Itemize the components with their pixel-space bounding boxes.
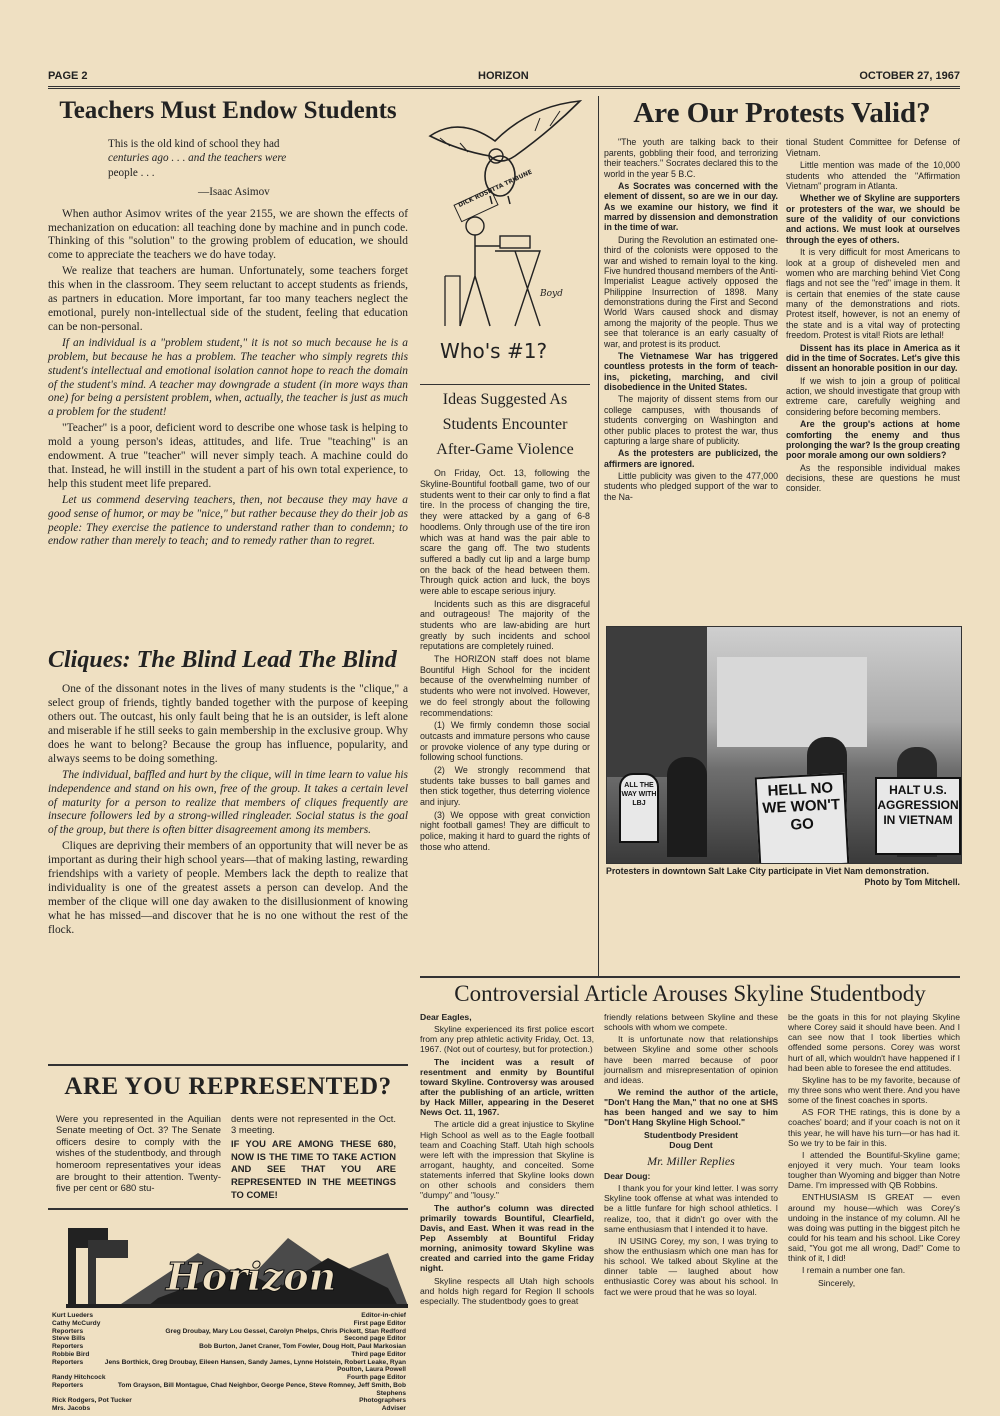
- represented-title: ARE YOU REPRESENTED?: [64, 1073, 392, 1100]
- cartoon-caption: Who's #1?: [440, 339, 548, 363]
- quote-attribution: —Isaac Asimov: [198, 185, 270, 198]
- cliques-paragraph-3: Cliques are depriving their members of an opportunity that will never be as important as during their high school years—that of making lasting, rewarding friendships with a variety of people. Members lack the depth to realize that individuality is one of the greatest assets a person can develop. And the member of the clique will one day awaken to the disillusionment of knowing what he has missed—and discover that he is no one without the rest of the flock.: [48, 840, 408, 936]
- sign-lbj: ALL THE WAY WITH LBJ: [619, 773, 659, 843]
- staff-role: Adviser: [381, 1405, 406, 1413]
- quote-line-2: centuries ago . . . and the teachers were: [108, 152, 287, 165]
- ideas-headline: [420, 388, 590, 462]
- ideas-title-2: Students Encounter: [442, 415, 568, 433]
- represented-call-to-action: IF YOU ARE AMONG THESE 680, NOW IS THE TIME TO TAKE ACTION AND SEE THAT YOU ARE REPRESENTED IN THE MEETINGS TO COME!: [231, 1137, 396, 1200]
- teachers-paragraph-1: When author Asimov writes of the year 2155, we are shown the effects of mechanization on education: all teaching done by machine and in punch code. Thinking of this "solution" to the growing problem of education, we should come to appreciate the teachers we do have today.: [48, 207, 408, 262]
- ideas-title-1: Ideas Suggested As: [442, 391, 568, 408]
- photo-credit: Photo by Tom Mitchell.: [864, 876, 960, 887]
- represented-right-text: dents were not represented in the Oct. 3 meeting.: [231, 1112, 396, 1136]
- controversy-title: Controversial Article Arouses Skyline Studentbody: [454, 981, 926, 1006]
- staff-name: Reporters: [52, 1343, 84, 1351]
- divider: [48, 1064, 408, 1066]
- photo-caption-text: Protesters in downtown Salt Lake City participate in Viet Nam demonstration.: [606, 866, 929, 876]
- protests-c2-p3: Whether we of Skyline are supporters or protesters of the war, we should be sure of the validity of our convictions and actions. We must look at ourselves through the eyes of others.: [786, 193, 960, 245]
- protests-c1-p6: As the protesters are publicized, the affirmers are ignored.: [604, 448, 778, 469]
- staff-role: Third page Editor: [351, 1350, 406, 1358]
- protests-c2-p4: It is very difficult for most Americans to look at a group of disheveled men and women who are marching behind Viet Cong flags and not see the "red" image in them. It is certain that enemies of the state cause many of the demonstrations and riots. Protest itself, however, is not an enemy of the state and is a vital way of protecting freedom. Protest is vital! Riots are lethal!: [786, 247, 960, 341]
- miller-replies-heading: Mr. Miller Replies: [647, 1153, 735, 1168]
- protests-c1-p4: The Vietnamese War has triggered countless protests in the form of teach-ins, picketing, marching, and civil disobedience in the United States.: [604, 350, 778, 392]
- reply-salutation: Dear Doug:: [604, 1171, 651, 1182]
- asimov-quote: [48, 137, 408, 200]
- staff-role: Tom Grayson, Bill Montague, Chad Neighbor, George Pence, Steve Romney, Jeff Smith, Bob Stephens: [117, 1381, 406, 1397]
- protests-c2-p1: tional Student Committee for Defense of Vietnam.: [786, 137, 960, 158]
- signature-title: Studentbody President: [643, 1129, 739, 1140]
- ideas-article: [420, 388, 590, 854]
- represented-box: [48, 1070, 408, 1201]
- controversy-c1-p4: The author's column was directed primarily towards Bountiful, Clearfield, Davis, and East. When it was read in the Pep Assembly at Bountiful Friday morning, animosity toward Skyline was created and carried into the game Friday night.: [420, 1202, 594, 1274]
- divider: [420, 976, 960, 978]
- controversy-column-3: [788, 1012, 960, 1308]
- controversy-article: [420, 980, 960, 1308]
- page-number: PAGE 2: [48, 70, 88, 82]
- column-rule: [598, 96, 599, 976]
- staff-name: Randy Hitchcock: [52, 1374, 106, 1382]
- protests-article: [604, 96, 960, 504]
- protests-c1-p7: Little publicity was given to the 477,000 students who pledged support of the war to the Na-: [604, 471, 778, 502]
- protests-c2-p8: As the responsible individual makes decisions, these are questions he must consider.: [786, 462, 960, 494]
- staff-name: Kurt Lueders: [52, 1312, 94, 1319]
- represented-left: [56, 1113, 221, 1202]
- staff-row: [52, 1328, 406, 1336]
- ideas-title-3: After-Game Violence: [436, 440, 574, 458]
- staff-role: Fourth page Editor: [347, 1374, 406, 1382]
- divider: [420, 384, 590, 385]
- staff-name: Steve Bills: [52, 1335, 86, 1343]
- horizon-logo: [48, 1218, 408, 1310]
- controversy-column-2: [604, 1012, 778, 1308]
- masthead-logo: [48, 1218, 408, 1310]
- cliques-paragraph-2: The individual, baffled and hurt by the clique, will in time learn to value his independence and stand on his own, free of the group. It takes a certain level of maturity for a person to realize that members of cliques frequently are insecure followers led by a strong-willed ringleader. Social status is the goal of the group, but there is often bitter disagreement among its members.: [48, 768, 408, 837]
- controversy-c3-p5: ENTHUSIASM IS GREAT — even around my house—which was Corey's undoing in the instance of my column. All he was doing was putting in the biggest pitch he could for his team and his school. Like Corey said, "You got me all wrong, Dad!" Come to think of it, I did!: [788, 1192, 960, 1264]
- signature-name: Doug Dent: [669, 1139, 713, 1150]
- protests-title: Are Our Protests Valid?: [633, 97, 931, 129]
- ideas-paragraph-2: Incidents such as this are disgraceful and outrageous! The majority of the students who are law-abiding are hurt greatly by such incidents and school reputations are completely ruined.: [420, 598, 590, 652]
- controversy-c3-p2: Skyline has to be my favorite, because of my three sons who went there. And you have some of the finest coaches in sports.: [788, 1074, 960, 1106]
- staff-name: Rick Rodgers, Pot Tucker: [52, 1397, 132, 1405]
- photo-building: [607, 627, 707, 777]
- controversy-c2-p2: It is unfortunate now that relationships between Skyline and some other schools have been marred because of poor journalism and misrepresentation of opinion and ideas.: [604, 1034, 778, 1085]
- staff-row: [52, 1397, 406, 1405]
- teachers-title: Teachers Must Endow Students: [59, 97, 397, 124]
- staff-role: Greg Droubay, Mary Lou Gessel, Carolyn Phelps, Chris Pickett, Stan Redford: [165, 1327, 406, 1335]
- staff-box: [52, 1312, 406, 1413]
- staff-role: Editor-in-chief: [361, 1312, 406, 1319]
- sign-halt-aggression: HALT U.S. AGGRESSION IN VIETNAM: [875, 777, 961, 855]
- issue-date: OCTOBER 27, 1967: [859, 70, 960, 82]
- controversy-c1-p1: Skyline experienced its first police escort from any prep athletic activity Friday, Oct. 13, 1967. (Not out of courtesy, but for protection.): [420, 1024, 594, 1055]
- staff-name: Reporters: [52, 1358, 84, 1366]
- newspaper-name: HORIZON: [478, 70, 529, 82]
- teachers-editorial: [48, 96, 408, 551]
- controversy-c1-p2: The incident was a result of resentment and enmity by Bountiful toward Skyline. Controversy was aroused after the publishing of an article, written by Hack Miller, appearing in the Deseret News Oct. 11, 1967.: [420, 1056, 594, 1118]
- ideas-paragraph-5: (2) We strongly recommend that students take busses to ball games and then stick together, thus deterring violence and injury.: [420, 764, 590, 808]
- cartoon-drawing: [420, 96, 590, 376]
- cliques-editorial: [48, 646, 408, 940]
- staff-name: Mrs. Jacobs: [52, 1405, 91, 1413]
- staff-role: Bob Burton, Janet Craner, Tom Fowler, Doug Holt, Paul Markosian: [199, 1343, 406, 1351]
- cartoon-signature: Boyd: [540, 289, 563, 299]
- protests-c2-p5: Dissent has its place in America as it did in the time of Socrates. Let's give this dissent an honorable position in our day.: [786, 342, 960, 374]
- controversy-salutation: Dear Eagles,: [420, 1012, 472, 1023]
- controversy-c2-p6: IN USING Corey, my son, I was trying to show the enthusiasm which one man has for his school. We talked about Skyline at the dinner table — laughed about how enthusiastic Corey was about his school. In fact we were proud that he was so loyal.: [604, 1235, 778, 1297]
- ideas-paragraph-1: On Friday, Oct. 13, following the Skyline-Bountiful football game, two of our students went to their car only to find a flat tire. In the process of changing the tire, they were attacked by a gang of 6-8 hoodlems. Only through use of the tire iron which was at hand was the pair able to scare the gang off. The two students suffered a badly cut lip and a large bump on the back of the head between them. Through quick action and luck, the boys were able to escape serious injury.: [420, 468, 590, 596]
- protests-c1-p2: As Socrates was concerned with the element of dissent, so are we in our day. As we examine our history, we find it marred by dissension and demonstration in the time of war.: [604, 180, 778, 233]
- ideas-paragraph-3: The HORIZON staff does not blame Bountiful High School for the incident because of the overwhelming number of students who were not involved. However, we do feel strongly about the following recommendations:: [420, 654, 590, 718]
- staff-name: Reporters: [52, 1381, 84, 1389]
- controversy-closing: Sincerely,: [818, 1277, 856, 1288]
- quote-line-1: This is the old kind of school they had: [108, 137, 280, 150]
- photo-person: [667, 757, 707, 857]
- cliques-title: Cliques: The Blind Lead The Blind: [48, 647, 397, 673]
- page-header: [48, 68, 960, 89]
- staff-name: Reporters: [52, 1327, 84, 1335]
- staff-role: Jens Borthick, Greg Droubay, Eileen Hansen, Sandy James, Lynne Holstein, Robert Leake, Ryan Poulton, Laura Powell: [104, 1358, 406, 1374]
- protest-photo: [606, 626, 962, 864]
- staff-row: [52, 1359, 406, 1375]
- divider: [48, 1208, 408, 1210]
- protests-c2-p6: If we wish to join a group of political action, we should investigate that group with extreme care, carefully weighing and considering before becoming members.: [786, 375, 960, 417]
- staff-role: Photographers: [359, 1397, 406, 1405]
- represented-left-text: Were you represented in the Aquilian Senate meeting of Oct. 3? The Senate officers desire to comply with the wishes of the studentbody, and through homeroom representatives your ideas are brought to their attention. Twenty-five per cent or 680 stu-: [56, 1112, 221, 1194]
- teachers-paragraph-5: Let us commend deserving teachers, then, not because they may have a good sense of humor, or may be "nice," but rather because they do their job as people: They exercise the patience to understand rather than to condemn; to endow rather than merely to teach; and to remedy rather than to regret.: [48, 493, 408, 548]
- teachers-paragraph-3: If an individual is a "problem student," it is not so much because he is a problem, but because he has a problem. The teacher who simply regrets this student's intellectual and emotional isolation cannot hope to reach the domain of the student's mind. A teacher may downgrade a student (in more ways than one) for being a persistent problem, when, actually, the teacher is just as much a problem for the student!: [48, 336, 408, 419]
- controversy-c2-p3: We remind the author of the article, "Don't Hang the Man," that no one at SHS has been hanged and we say to him "Don't Hang Skyline High School.": [604, 1087, 778, 1128]
- protests-c1-p3: During the Revolution an estimated one-third of the colonists were opposed to the war and wished to remain loyal to the king. Five hundred thousand members of the Anti-Imperialist League actively opposed the Philippine Insurrection of 1898. Many demonstrations during the First and Second World Wars caused shock and dismay among the majority of the people. Thus we see that tolerance is an early casualty of war, and protest is its product.: [604, 234, 778, 349]
- staff-row: [52, 1343, 406, 1351]
- photo-wall: [717, 657, 867, 747]
- teachers-paragraph-2: We realize that teachers are human. Unfortunately, some teachers forget this when in the classroom. They seem reluctant to accept students as friends, as partners in education. More important, far too many teachers neglect the emotional, purely non-intellectual side of the student, feeling that education can be non-personal.: [48, 265, 408, 333]
- cliques-paragraph-1: One of the dissonant notes in the lives of many students is the "clique," a select group of friends, tightly banded together with the purpose of keeping others out. The outcast, his only fault being that he is an outsider, is left alone and miserable if he still seeks to gain membership in the exclusive group. Why does he want to belong? Because the group has influence, popularity, and always seems to be doing something.: [48, 683, 408, 765]
- logo-text: Horizon: [166, 1254, 337, 1299]
- staff-row: [52, 1320, 406, 1328]
- controversy-column-1: [420, 1012, 594, 1308]
- staff-row: [52, 1405, 406, 1413]
- controversy-c2-p1: friendly relations between Skyline and these schools with whom we compete.: [604, 1012, 778, 1033]
- controversy-c1-p5: Skyline respects all Utah high schools and holds high regard for Region II schools especially. The studentbody goes to great: [420, 1275, 594, 1306]
- protests-column-1: [604, 137, 778, 504]
- staff-name: Cathy McCurdy: [52, 1319, 101, 1327]
- protests-c2-p7: Are the group's actions at home comforting the enemy and thus prolonging the war? Is the group creating poor morale among our own soldiers?: [786, 419, 960, 461]
- controversy-c3-p3: AS FOR THE ratings, this is done by a coaches' board; and if your coach is not on it this year, he will have his turn—or has had it. So we try to be fair in this.: [788, 1107, 960, 1148]
- represented-right: [231, 1113, 396, 1202]
- staff-row: [52, 1312, 406, 1320]
- staff-role: Second page Editor: [344, 1335, 406, 1343]
- staff-row: [52, 1382, 406, 1398]
- controversy-c3-p6: I remain a number one fan.: [802, 1265, 906, 1276]
- represented-columns: [48, 1113, 408, 1202]
- controversy-c3-p4: I attended the Bountiful-Skyline game; enjoyed it very much. Your team looks tougher than Wyoming and bigger than Notre Dame. I'm impressed with QB Robbins.: [788, 1149, 960, 1191]
- protests-c1-p1: "The youth are talking back to their parents, gobbling their food, and terrorizing their teachers." Socrates declared this to the world in the year 5 B.C.: [604, 137, 778, 179]
- staff-name: Robbie Bird: [52, 1350, 90, 1358]
- teachers-paragraph-4: "Teacher" is a poor, deficient word to describe one whose task is helping to mold a young person's ideas, attitudes, and life. True "teaching" is an endowment. A true "teacher" will never simply teach. A machine could do that. Instead, he will instill in the student a part of his own total experience, to help this student meet life prepared.: [48, 422, 408, 490]
- cartoon: [420, 96, 590, 376]
- protests-column-2: [786, 137, 960, 504]
- sign-hell-no: HELL NO WE WON'T GO: [755, 773, 850, 864]
- protests-c1-p5: The majority of dissent stems from our college campuses, with thousands of students converging on Washington and other public places to protest the war, thus capturing a large share of publicity.: [604, 394, 778, 446]
- staff-row: [52, 1351, 406, 1359]
- staff-row: [52, 1335, 406, 1343]
- ideas-paragraph-4: (1) We firmly condemn those social outcasts and immature persons who cause or provoke violence of any type during or following school functions.: [420, 720, 590, 763]
- photo-caption: [606, 866, 960, 887]
- controversy-c3-p1: be the goats in this for not playing Skyline where Corey said it should have been. And I can see now that I took liberties which offended some persons. Corey was worst hurt of all, which wouldn't have happened if I had been able to foresee the end attitudes.: [788, 1012, 960, 1073]
- controversy-c1-p3: The article did a great injustice to Skyline High School as well as to the Eagle football team and Coaching Staff. Utah high schools were left with the impression that Skyline is arrogant, haughty, and conceited. Some statements inferred that Skyline looks down on other schools and considers them "dumpy" and "lousy.": [420, 1119, 594, 1201]
- protests-c2-p2: Little mention was made of the 10,000 students who attended the "Affirmation Vietnam" program in Atlanta.: [786, 160, 960, 191]
- staff-row: [52, 1374, 406, 1382]
- cartoon-tag: DICK ROSETTA TRIBUNE: [457, 168, 534, 210]
- ideas-paragraph-6: (3) We oppose with great conviction night football games! They are difficult to police, making it hard to guard the rights of those who attend.: [420, 809, 590, 852]
- quote-line-3: people . . .: [108, 167, 155, 180]
- staff-role: First page Editor: [353, 1319, 406, 1327]
- controversy-c2-p5: I thank you for your kind letter. I was sorry Skyline took offense at what was intended to be a little funfare for high school athletics. I realize, too, that it didn't go over with the same enthusiasm that I intended it to have.: [604, 1183, 778, 1234]
